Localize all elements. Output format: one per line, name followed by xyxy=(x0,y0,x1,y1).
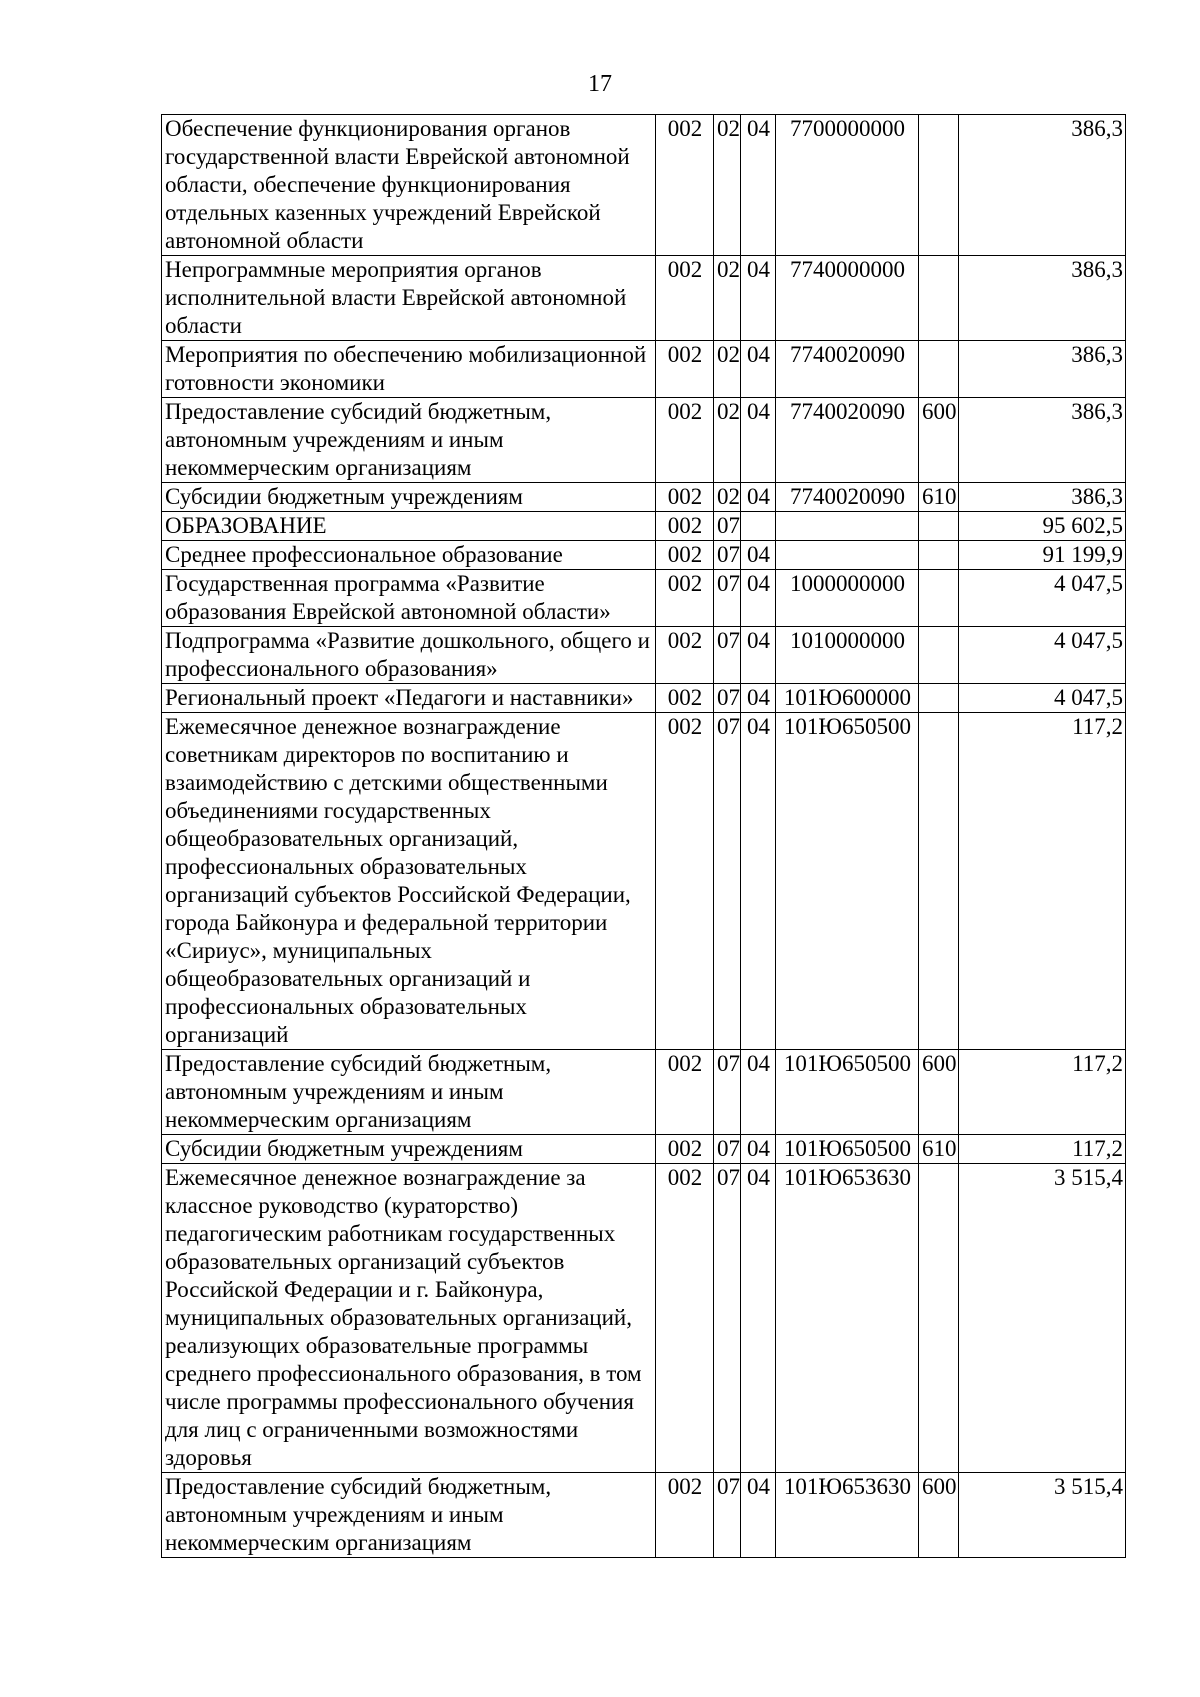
item-name-cell: Предоставление субсидий бюджетным, автономным учреждениям и иным некоммерческим организациям xyxy=(162,398,656,483)
amount-cell: 4 047,5 xyxy=(959,570,1126,627)
item-name-cell: Обеспечение функционирования органов государственной власти Еврейской автономной области, обеспечение функционирования отдельных казенных учреждений Еврейской автономной области xyxy=(162,115,656,256)
grbs-code-cell: 002 xyxy=(656,483,714,512)
table-row xyxy=(162,512,1126,541)
amount-cell: 117,2 xyxy=(959,1050,1126,1135)
item-name-cell: Государственная программа «Развитие образования Еврейской автономной области» xyxy=(162,570,656,627)
amount-cell: 91 199,9 xyxy=(959,541,1126,570)
target-article-cell: 101Ю650500 xyxy=(776,1050,919,1135)
expense-type-cell xyxy=(919,341,959,398)
expense-type-cell xyxy=(919,115,959,256)
table-row xyxy=(162,713,1126,1050)
item-name-cell: Ежемесячное денежное вознаграждение советникам директоров по воспитанию и взаимодействию с детскими общественными объединениями государственных общеобразовательных организаций, профессиональных образовательных организаций субъектов Российской Федерации, города Байконура и федеральной территории «Сириус», муниципальных общеобразовательных организаций и профессиональных образовательных организаций xyxy=(162,713,656,1050)
expense-type-cell xyxy=(919,684,959,713)
table-row xyxy=(162,341,1126,398)
subsection-code-cell: 04 xyxy=(741,1473,776,1558)
section-code-cell: 07 xyxy=(714,1050,741,1135)
table-row xyxy=(162,483,1126,512)
table-row xyxy=(162,1473,1126,1558)
subsection-code-cell: 04 xyxy=(741,1050,776,1135)
target-article-cell: 7740020090 xyxy=(776,341,919,398)
target-article-cell: 7740020090 xyxy=(776,483,919,512)
target-article-cell xyxy=(776,512,919,541)
expense-type-cell xyxy=(919,713,959,1050)
amount-cell: 386,3 xyxy=(959,483,1126,512)
subsection-code-cell xyxy=(741,512,776,541)
section-code-cell: 02 xyxy=(714,256,741,341)
expense-type-cell xyxy=(919,627,959,684)
subsection-code-cell: 04 xyxy=(741,713,776,1050)
subsection-code-cell: 04 xyxy=(741,627,776,684)
grbs-code-cell: 002 xyxy=(656,713,714,1050)
amount-cell: 95 602,5 xyxy=(959,512,1126,541)
table-row xyxy=(162,627,1126,684)
table-row xyxy=(162,256,1126,341)
budget-table-body xyxy=(162,115,1126,1558)
grbs-code-cell: 002 xyxy=(656,1050,714,1135)
amount-cell: 386,3 xyxy=(959,256,1126,341)
section-code-cell: 07 xyxy=(714,541,741,570)
expense-type-cell xyxy=(919,541,959,570)
item-name-cell: Региональный проект «Педагоги и наставники» xyxy=(162,684,656,713)
expense-type-cell xyxy=(919,256,959,341)
section-code-cell: 07 xyxy=(714,713,741,1050)
grbs-code-cell: 002 xyxy=(656,341,714,398)
expense-type-cell: 610 xyxy=(919,483,959,512)
expense-type-cell: 600 xyxy=(919,398,959,483)
section-code-cell: 07 xyxy=(714,570,741,627)
section-code-cell: 02 xyxy=(714,483,741,512)
grbs-code-cell: 002 xyxy=(656,256,714,341)
item-name-cell: Субсидии бюджетным учреждениям xyxy=(162,483,656,512)
expense-type-cell xyxy=(919,570,959,627)
item-name-cell: Среднее профессиональное образование xyxy=(162,541,656,570)
section-code-cell: 07 xyxy=(714,512,741,541)
subsection-code-cell: 04 xyxy=(741,115,776,256)
amount-cell: 386,3 xyxy=(959,398,1126,483)
item-name-cell: Непрограммные мероприятия органов исполнительной власти Еврейской автономной области xyxy=(162,256,656,341)
table-row xyxy=(162,115,1126,256)
item-name-cell: Субсидии бюджетным учреждениям xyxy=(162,1135,656,1164)
grbs-code-cell: 002 xyxy=(656,512,714,541)
grbs-code-cell: 002 xyxy=(656,1135,714,1164)
target-article-cell xyxy=(776,541,919,570)
grbs-code-cell: 002 xyxy=(656,398,714,483)
section-code-cell: 07 xyxy=(714,684,741,713)
section-code-cell: 02 xyxy=(714,341,741,398)
grbs-code-cell: 002 xyxy=(656,684,714,713)
subsection-code-cell: 04 xyxy=(741,256,776,341)
budget-table xyxy=(161,114,1126,1558)
expense-type-cell: 600 xyxy=(919,1473,959,1558)
table-row xyxy=(162,1135,1126,1164)
grbs-code-cell: 002 xyxy=(656,1164,714,1473)
expense-type-cell xyxy=(919,512,959,541)
amount-cell: 386,3 xyxy=(959,341,1126,398)
target-article-cell: 101Ю653630 xyxy=(776,1164,919,1473)
table-row xyxy=(162,570,1126,627)
subsection-code-cell: 04 xyxy=(741,570,776,627)
expense-type-cell xyxy=(919,1164,959,1473)
section-code-cell: 02 xyxy=(714,115,741,256)
target-article-cell: 101Ю650500 xyxy=(776,713,919,1050)
item-name-cell: Подпрограмма «Развитие дошкольного, общего и профессионального образования» xyxy=(162,627,656,684)
amount-cell: 4 047,5 xyxy=(959,627,1126,684)
amount-cell: 4 047,5 xyxy=(959,684,1126,713)
section-code-cell: 07 xyxy=(714,1135,741,1164)
table-row xyxy=(162,684,1126,713)
amount-cell: 117,2 xyxy=(959,1135,1126,1164)
grbs-code-cell: 002 xyxy=(656,627,714,684)
grbs-code-cell: 002 xyxy=(656,1473,714,1558)
page-number: 17 xyxy=(588,71,612,97)
item-name-cell: ОБРАЗОВАНИЕ xyxy=(162,512,656,541)
target-article-cell: 7700000000 xyxy=(776,115,919,256)
target-article-cell: 7740020090 xyxy=(776,398,919,483)
section-code-cell: 07 xyxy=(714,1473,741,1558)
subsection-code-cell: 04 xyxy=(741,1135,776,1164)
grbs-code-cell: 002 xyxy=(656,570,714,627)
target-article-cell: 101Ю650500 xyxy=(776,1135,919,1164)
target-article-cell: 1000000000 xyxy=(776,570,919,627)
amount-cell: 117,2 xyxy=(959,713,1126,1050)
subsection-code-cell: 04 xyxy=(741,398,776,483)
item-name-cell: Мероприятия по обеспечению мобилизационной готовности экономики xyxy=(162,341,656,398)
section-code-cell: 07 xyxy=(714,627,741,684)
section-code-cell: 02 xyxy=(714,398,741,483)
subsection-code-cell: 04 xyxy=(741,541,776,570)
expense-type-cell: 610 xyxy=(919,1135,959,1164)
table-row xyxy=(162,1164,1126,1473)
grbs-code-cell: 002 xyxy=(656,115,714,256)
expense-type-cell: 600 xyxy=(919,1050,959,1135)
section-code-cell: 07 xyxy=(714,1164,741,1473)
grbs-code-cell: 002 xyxy=(656,541,714,570)
subsection-code-cell: 04 xyxy=(741,684,776,713)
target-article-cell: 1010000000 xyxy=(776,627,919,684)
item-name-cell: Предоставление субсидий бюджетным, автономным учреждениям и иным некоммерческим организациям xyxy=(162,1473,656,1558)
subsection-code-cell: 04 xyxy=(741,1164,776,1473)
item-name-cell: Ежемесячное денежное вознаграждение за классное руководство (кураторство) педагогическим работникам государственных образовательных организаций субъектов Российской Федерации и г. Байконура, муниципальных образовательных организаций, реализующих образовательные программы среднего профессионального образования, в том числе программы профессионального обучения для лиц с ограниченными возможностями здоровья xyxy=(162,1164,656,1473)
amount-cell: 386,3 xyxy=(959,115,1126,256)
amount-cell: 3 515,4 xyxy=(959,1473,1126,1558)
amount-cell: 3 515,4 xyxy=(959,1164,1126,1473)
table-row xyxy=(162,541,1126,570)
table-row xyxy=(162,398,1126,483)
table-row xyxy=(162,1050,1126,1135)
subsection-code-cell: 04 xyxy=(741,483,776,512)
target-article-cell: 7740000000 xyxy=(776,256,919,341)
target-article-cell: 101Ю600000 xyxy=(776,684,919,713)
item-name-cell: Предоставление субсидий бюджетным, автономным учреждениям и иным некоммерческим организациям xyxy=(162,1050,656,1135)
target-article-cell: 101Ю653630 xyxy=(776,1473,919,1558)
subsection-code-cell: 04 xyxy=(741,341,776,398)
